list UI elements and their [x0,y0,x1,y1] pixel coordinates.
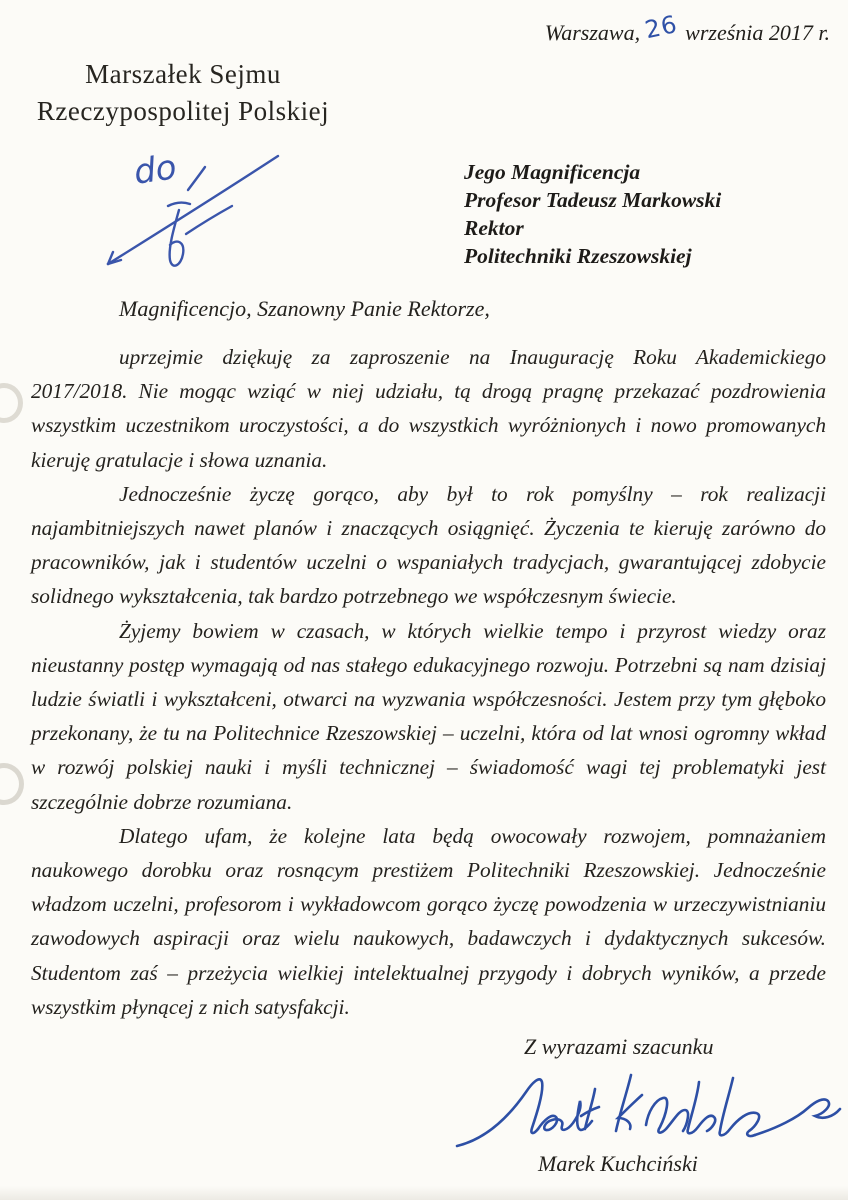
handwritten-note-text: do [131,147,179,193]
handwritten-day: 26 [642,10,681,45]
date-city: Warszawa, [544,20,641,45]
recipient-honorific: Jego Magnificencja [464,160,641,184]
recipient-title: Rektor [464,216,524,240]
handwritten-note [82,142,322,312]
paragraph: Dlatego ufam, że kolejne lata będą owocowały rozwojem, pomnażaniem naukowego dorobku oraz rosnącym prestiżem Politechniki Rzeszowskiej. Jednocześnie władzom uczelni, profesorom i wykładowcom gorąco życzę powodzenia w urzeczywistnianiu zawodowych aspiracji oraz wielu naukowych, badawczych i dydaktycznych sukcesów. Studentom zaś – przeżycia wielkiej intelektualnej przygody i dobrych wyników, a przede wszystkim płynącej z nich satysfakcji. [31,823,826,1019]
signer-name: Marek Kuchciński [538,1151,698,1176]
recipient-block [464,158,721,270]
scan-edge-shadow [0,1186,848,1200]
date-rest: września 2017 r. [685,20,830,45]
recipient-name: Profesor Tadeusz Markowski [464,188,722,212]
punch-hole-shadow [0,383,23,423]
letterhead-line2: Rzeczypospolitej Polskiej [36,96,330,126]
paragraph: uprzejmie dziękuję za zaproszenie na Inaugurację Roku Akademickiego 2017/2018. Nie mogąc wziąć w niej udziału, tą drogą pragnę przekazać pozdrowienia wszystkim uczestnikom uroczystości, a do wszystkich wyróżnionych i nowo promowanych kieruję gratulacje i słowa uznania. [31,345,826,472]
signature [452,1062,844,1160]
punch-hole-shadow [0,763,24,805]
recipient-institution: Politechniki Rzeszowskiej [464,244,692,268]
letter-body [31,340,826,1024]
closing-phrase: Z wyrazami szacunku [524,1034,714,1059]
letterhead [28,56,338,130]
date-line [544,10,830,46]
salutation: Magnificencjo, Szanowny Panie Rektorze, [119,296,490,321]
paragraph: Jednocześnie życzę gorąco, aby był to rok pomyślny – rok realizacji najambitniejszych nawet planów i znaczących osiągnięć. Życzenia te kieruję zarówno do pracowników, jak i studentów uczelni o wspaniałych tradycjach, gwarantującej zdobycie solidnego wykształcenia, tak bardzo potrzebnego we współczesnym świecie. [31,481,826,609]
paragraph: Żyjemy bowiem w czasach, w których wielkie tempo i przyrost wiedzy oraz nieustanny postęp wymagają od nas stałego edukacyjnego rozwoju. Potrzebni są nam dzisiaj ludzie światli i wykształceni, otwarci na wyzwania współczesności. Jestem przy tym głęboko przekonany, że tu na Politechnice Rzeszowskiej – uczelni, która od lat wnosi ogromny wkład w rozwój polskiej nauki i myśli technicznej – świadomość wagi tej problematyki jest szczególnie dobrze rozumiana. [31,618,826,814]
letterhead-line1: Marszałek Sejmu [85,59,281,89]
handwritten-arrow-icon [82,142,322,312]
